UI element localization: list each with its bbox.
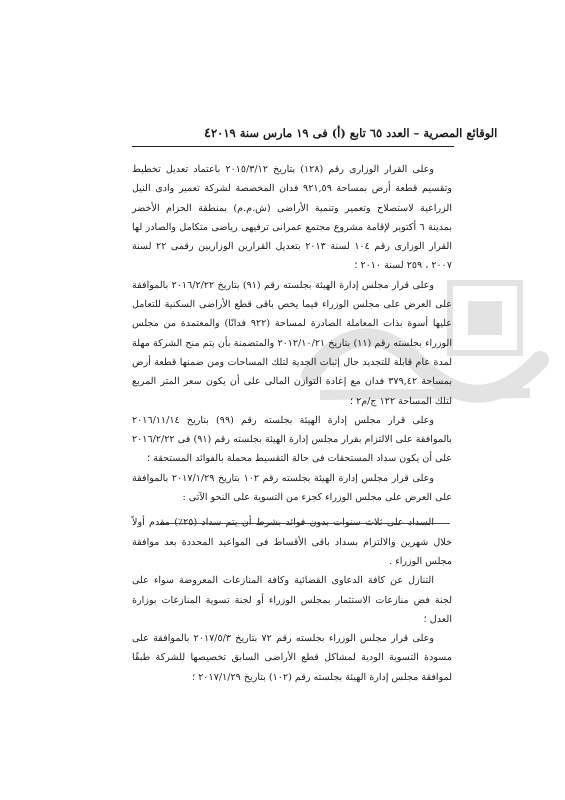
paragraph: وعلى قرار مجلس إدارة الهيئة بجلسته رقم (٩١) بتاريخ ٢٠١٦/٢/٢٢ بالموافقة على العرض على مجلس الوزراء فيما يخص باقى قطع الأراضى السكنية للتعامل عليها أسوة بذات المعاملة الصادرة لمساحة (٩٢٢ فدانًا) والمعتمدة من مجلس الوزراء بجلسته رقم (١١) بتاريخ ٢٠١٢/١٠/٢١ والمتضمنة بأن يتم منح الشركة مهلة لمدة عام قابلة للتجديد حال إثبات الجدية لتلك المساحات ومن ضمنها قطعة أرض بمساحة ٣٧٩,٤٢ فدان مع إعادة التوازن المالى على أن يكون سعر المتر المربع لتلك المساحة ١٢٢ ج/م٢ ؛ bbox=[132, 279, 453, 407]
document-body bbox=[132, 160, 452, 687]
paragraph: السداد على ثلاث سنوات بدون فوائد بشرط أن يتم سداد (٢٥٪) مقدم أولاً خلال شهرين والالتزام بسداد باقى الأقساط فى المواعيد المحددة بعد موافقة مجلس الوزراء . bbox=[132, 517, 452, 567]
page-number: ٤ bbox=[204, 126, 211, 141]
page-header bbox=[190, 126, 498, 141]
paragraph: وعلى قرار مجلس إدارة الهيئة بجلسته رقم ١٠٢ بتاريخ ٢٠١٧/١/٢٩ بالموافقة على العرض على مجلس الوزراء كجزء من التسوية على النحو الآتى : bbox=[132, 472, 452, 504]
paragraph: وعلى قرار مجلس إدارة الهيئة بجلسته رقم (٩٩) بتاريخ ٢٠١٦/١١/١٤ بالموافقة على الالتزام بقرار مجلس إدارة الهيئة بجلسته رقم (٩١) فى ٢٠١٦/٢/٢٢ على أن يكون سداد المستحقات فى حالة التقسيط محملة بالفوائد المستحقة ؛ bbox=[132, 414, 452, 465]
paragraph: وعلى قرار مجلس الوزراء بجلسته رقم ٧٢ بتاريخ ٢٠١٧/٥/٣ بالموافقة على مسودة التسوية الودية لمشاكل قطع الأراضى السابق تخصيصها للشركة طبقًا لموافقة مجلس إدارة الهيئة بجلسته رقم (١٠٢) بتاريخ ٢٠١٧/١/٢٩ ؛ bbox=[132, 633, 452, 683]
header-rule bbox=[132, 146, 454, 147]
paragraph: التنازل عن كافة الدعاوى القضائية وكافة المنازعات المعروضة سواء على لجنة فض منازعات الاستثمار بمجلس الوزراء أو لجنة تسوية المنازعات بوزارة العدل ؛ bbox=[132, 575, 452, 625]
paragraph: وعلى القرار الوزارى رقم (١٢٨) بتاريخ ٢٠١٥/٣/١٢ باعتماد تعديل تخطيط وتقسيم قطعة أرض بمساحة ٩٢١,٥٩ فدان المخصصة لشركة تعمير وادى النيل الزراعية لاستصلاح وتعمير وتنمية الأراضى (ش.م.م) بمنطقة الحزام الأخضر بمدينة ٦ أكتوبر لإقامة مشروع مجتمع عمرانى ترفيهى رياضى متكامل والصادر لها القرار الوزارى رقم ١٠٤ لسنة ٢٠١٣ بتعديل القرارين الوزاريين رقمى ٢٢ لسنة ٢٠٠٧ ، ٢٥٩ لسنة ٢٠١٠ ؛ bbox=[132, 164, 453, 272]
separator-rule bbox=[160, 523, 450, 524]
gazette-title: الوقائع المصرية – العدد ٦٥ تابع (أ) فى ١٩ مارس سنة ٢٠١٩ bbox=[210, 126, 498, 140]
